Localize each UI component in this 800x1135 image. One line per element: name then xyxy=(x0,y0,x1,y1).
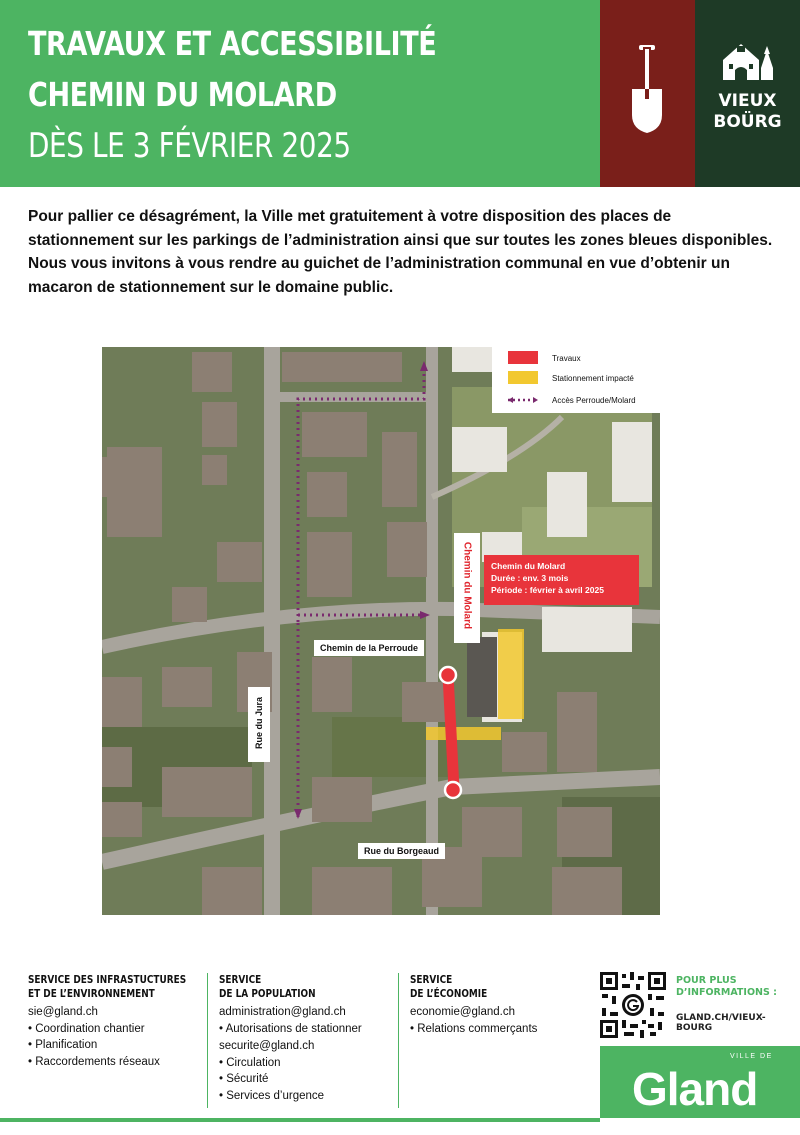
email-link-administration[interactable]: administration@gland.ch xyxy=(219,1006,346,1018)
title-line-1: TRAVAUX ET ACCESSIBILITÉ xyxy=(28,24,437,63)
street-label-perroude: Chemin de la Perroude xyxy=(314,640,424,656)
map-info-box xyxy=(491,560,604,596)
email-link-sie[interactable]: sie@gland.ch xyxy=(28,1006,98,1018)
legend-access: Accès Perroude/Molard xyxy=(552,396,636,405)
contact-population xyxy=(219,973,362,1104)
more-info-heading xyxy=(676,975,777,999)
list-item: • Circulation xyxy=(219,1055,362,1072)
more-info-line-2: D’INFORMATIONS : xyxy=(676,987,777,998)
list-item: • Sécurité xyxy=(219,1071,362,1088)
dept-heading xyxy=(28,973,186,1001)
info-title: Chemin du Molard xyxy=(491,561,566,571)
list-item: • Services d’urgence xyxy=(219,1088,362,1105)
list-item: • Relations commerçants xyxy=(410,1021,537,1038)
dept-line-2: ET DE L’ENVIRONNEMENT xyxy=(28,988,155,1000)
email-link-securite[interactable]: securite@gland.ch xyxy=(219,1040,315,1052)
dept-line-1: SERVICE xyxy=(410,974,453,986)
logo-subtitle: VILLE DE xyxy=(730,1053,773,1060)
village-house-icon xyxy=(721,38,775,82)
dept-line-2: DE L’ÉCONOMIE xyxy=(410,988,488,1000)
gland-logo: Gland xyxy=(632,1063,758,1115)
list-item: • Planification xyxy=(28,1037,214,1054)
shovel-icon xyxy=(626,43,668,135)
vieux-label: VIEUX xyxy=(718,91,777,111)
qr-code[interactable] xyxy=(600,972,666,1038)
intro-paragraph: Pour pallier ce désagrément, la Ville met gratuitement à votre disposition des places de stationnement sur les parkings de l’administration ainsi que sur toutes les zones bleues disponibles. Nous vous invitons à vous rendre au guichet de l’administration communal en vue d’obtenir un macaron de stationnement sur le domaine public. xyxy=(28,208,773,296)
title-line-2: CHEMIN DU MOLARD xyxy=(28,75,337,114)
legend-works: Travaux xyxy=(552,354,581,363)
info-duration: Durée : env. 3 mois xyxy=(491,573,569,583)
bourg-label: BOÜRG xyxy=(713,112,782,132)
street-label-molard: Chemin du Molard xyxy=(461,541,473,630)
more-info-line-1: POUR PLUS xyxy=(676,975,737,986)
aerial-map xyxy=(102,347,660,915)
email-link-economie[interactable]: economie@gland.ch xyxy=(410,1006,516,1018)
dept-heading xyxy=(219,973,340,1001)
list-item: • Coordination chantier xyxy=(28,1021,214,1038)
dept-line-1: SERVICE DES INFRASTUCTURES xyxy=(28,974,187,986)
bottom-accent-bar xyxy=(0,1118,600,1122)
street-label-molard-box xyxy=(454,533,480,643)
street-label-borgeaud: Rue du Borgeaud xyxy=(358,843,445,859)
street-label-jura: Rue du Jura xyxy=(254,697,264,750)
dept-line-1: SERVICE xyxy=(219,974,262,986)
contact-infrastructures xyxy=(28,973,214,1070)
legend-parking: Stationnement impacté xyxy=(552,374,634,383)
column-divider xyxy=(207,973,208,1108)
list-item: • Raccordements réseaux xyxy=(28,1054,214,1071)
column-divider xyxy=(398,973,399,1108)
map-illustration xyxy=(102,347,660,915)
website-link[interactable]: GLAND.CH/VIEUX-BOURG xyxy=(676,1013,766,1033)
contact-economie xyxy=(410,973,537,1037)
title-date: DÈS LE 3 FÉVRIER 2025 xyxy=(28,126,351,166)
dept-line-2: DE LA POPULATION xyxy=(219,988,316,1000)
header-banner xyxy=(0,0,800,187)
dept-heading xyxy=(410,973,518,1001)
list-item: • Autorisations de stationner xyxy=(219,1021,362,1038)
street-label-jura-box xyxy=(248,687,270,762)
info-period: Période : février à avril 2025 xyxy=(491,585,604,595)
